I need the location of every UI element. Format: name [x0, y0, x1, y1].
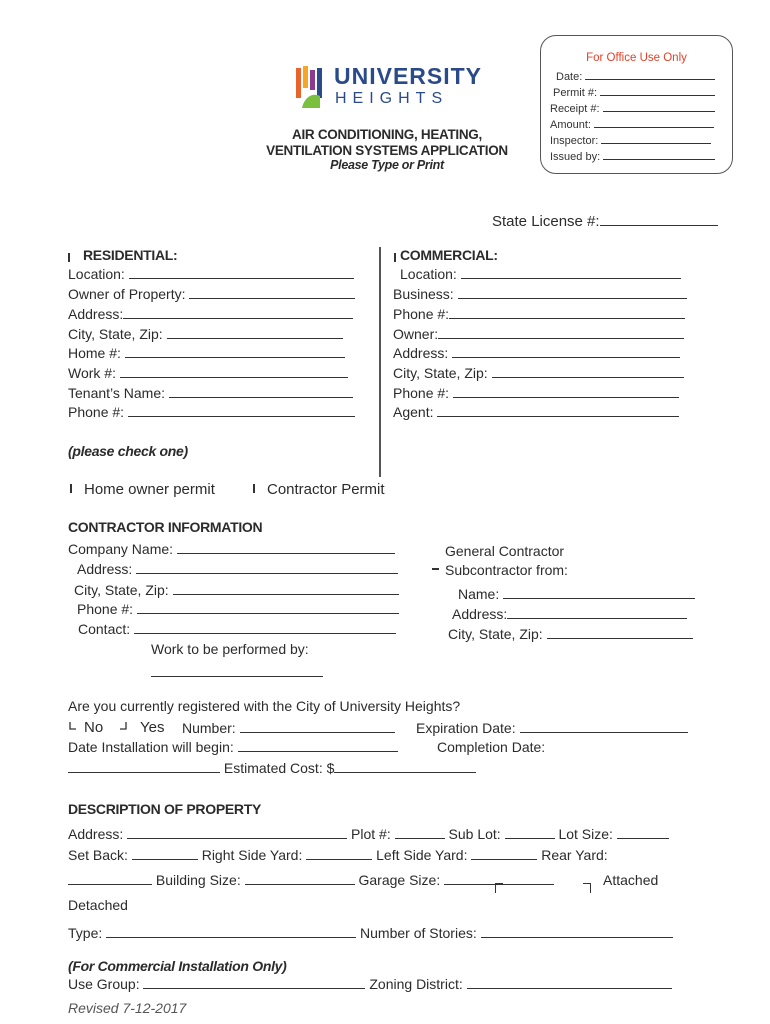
office-date-field[interactable]: Date: [556, 69, 715, 83]
res-owner-field[interactable]: Owner of Property: [68, 286, 355, 302]
residential-heading: RESIDENTIAL: [83, 247, 178, 263]
yes-label: Yes [140, 719, 165, 736]
property-building-row[interactable]: Building Size: Garage Size: [68, 872, 554, 888]
com-phone2-field[interactable]: Phone #: [393, 385, 679, 401]
form-subtitle: Please Type or Print [330, 158, 444, 172]
expiration-date-field[interactable]: Expiration Date: [416, 720, 688, 736]
property-heading: DESCRIPTION OF PROPERTY [68, 801, 262, 817]
res-address-field[interactable]: Address: [68, 306, 353, 322]
commercial-only-note: (For Commercial Installation Only) [68, 958, 287, 974]
general-contractor-label: General Contractor [445, 543, 565, 559]
property-type-row[interactable]: Type: Number of Stories: [68, 925, 673, 941]
res-location-field[interactable]: Location: [68, 266, 354, 282]
registration-question: Are you currently registered with the City of University Heights? [68, 698, 461, 714]
home-owner-permit-label: Home owner permit [84, 481, 215, 498]
com-address-field[interactable]: Address: [393, 345, 680, 361]
detached-label[interactable]: Detached [68, 897, 128, 913]
home-owner-checkbox[interactable] [70, 484, 72, 493]
res-work-phone-field[interactable]: Work #: [68, 365, 348, 381]
com-agent-field[interactable]: Agent: [393, 404, 679, 420]
use-group-row[interactable]: Use Group: Zoning District: [68, 976, 672, 992]
property-setback-row[interactable]: Set Back: Right Side Yard: Left Side Yard: Rear Yard: [68, 847, 608, 863]
logo-heights-text: HEIGHTS [335, 90, 449, 107]
office-use-box [540, 35, 733, 174]
com-city-field[interactable]: City, State, Zip: [393, 365, 684, 381]
com-business-field[interactable]: Business: [393, 286, 687, 302]
commercial-heading: COMMERCIAL: [400, 247, 498, 263]
work-performed-by-label: Work to be performed by: [151, 641, 309, 657]
contractor-contact-field[interactable]: Contact: [78, 621, 396, 637]
residential-checkbox[interactable] [68, 253, 70, 262]
logo-university-text: UNIVERSITY [334, 63, 483, 89]
com-owner-field[interactable]: Owner: [393, 326, 684, 342]
office-inspector-field[interactable]: Inspector: [550, 133, 711, 147]
registration-number-field[interactable]: Number: [182, 720, 395, 736]
estimated-cost-field[interactable]: Estimated Cost: $ [68, 760, 476, 776]
no-checkbox[interactable] [69, 722, 76, 730]
office-receipt-field[interactable]: Receipt #: [550, 101, 715, 115]
sub-name-field[interactable]: Name: [458, 586, 695, 602]
form-title-line1: AIR CONDITIONING, HEATING, [292, 127, 482, 142]
revised-date: Revised 7-12-2017 [68, 1000, 187, 1016]
commercial-checkbox[interactable] [394, 253, 396, 262]
contractor-phone-field[interactable]: Phone #: [77, 601, 399, 617]
sub-address-field[interactable]: Address: [452, 606, 687, 622]
res-city-field[interactable]: City, State, Zip: [68, 326, 343, 342]
university-heights-logo-icon [296, 66, 326, 108]
attached-label: Attached [603, 872, 659, 888]
office-permit-field[interactable]: Permit #: [553, 85, 715, 99]
company-name-field[interactable]: Company Name: [68, 541, 395, 557]
form-title-line2: VENTILATION SYSTEMS APPLICATION [266, 143, 508, 158]
res-tenant-field[interactable]: Tenant’s Name: [68, 385, 353, 401]
office-use-title: For Office Use Only [586, 52, 687, 64]
com-location-field[interactable]: Location: [400, 266, 681, 282]
column-divider [379, 247, 381, 477]
res-home-phone-field[interactable]: Home #: [68, 345, 345, 361]
property-address-row[interactable]: Address: Plot #: Sub Lot: Lot Size: [68, 826, 669, 842]
office-issued-by-field[interactable]: Issued by: [550, 149, 715, 163]
yes-checkbox[interactable] [120, 722, 127, 730]
no-label: No [84, 719, 104, 736]
contractor-city-field[interactable]: City, State, Zip: [74, 582, 399, 598]
contractor-permit-label: Contractor Permit [267, 481, 385, 498]
sub-city-field[interactable]: City, State, Zip: [448, 626, 693, 642]
contractor-checkbox[interactable] [253, 484, 255, 493]
state-license-field[interactable]: State License #: [492, 213, 718, 230]
subcontractor-checkbox[interactable] [432, 568, 439, 570]
install-begin-field[interactable]: Date Installation will begin: [68, 739, 398, 755]
work-performed-by-line[interactable] [151, 664, 323, 682]
check-one-label: (please check one) [68, 443, 188, 459]
completion-date-label: Completion Date: [437, 739, 546, 755]
attached-checkbox[interactable] [583, 883, 591, 893]
garage-checkbox-left[interactable] [495, 883, 503, 893]
com-phone-field[interactable]: Phone #: [393, 306, 685, 322]
res-phone-field[interactable]: Phone #: [68, 404, 355, 420]
subcontractor-from-label: Subcontractor from: [445, 562, 568, 578]
contractor-info-heading: CONTRACTOR INFORMATION [68, 519, 263, 535]
contractor-address-field[interactable]: Address: [77, 561, 398, 577]
office-amount-field[interactable]: Amount: [550, 117, 714, 131]
